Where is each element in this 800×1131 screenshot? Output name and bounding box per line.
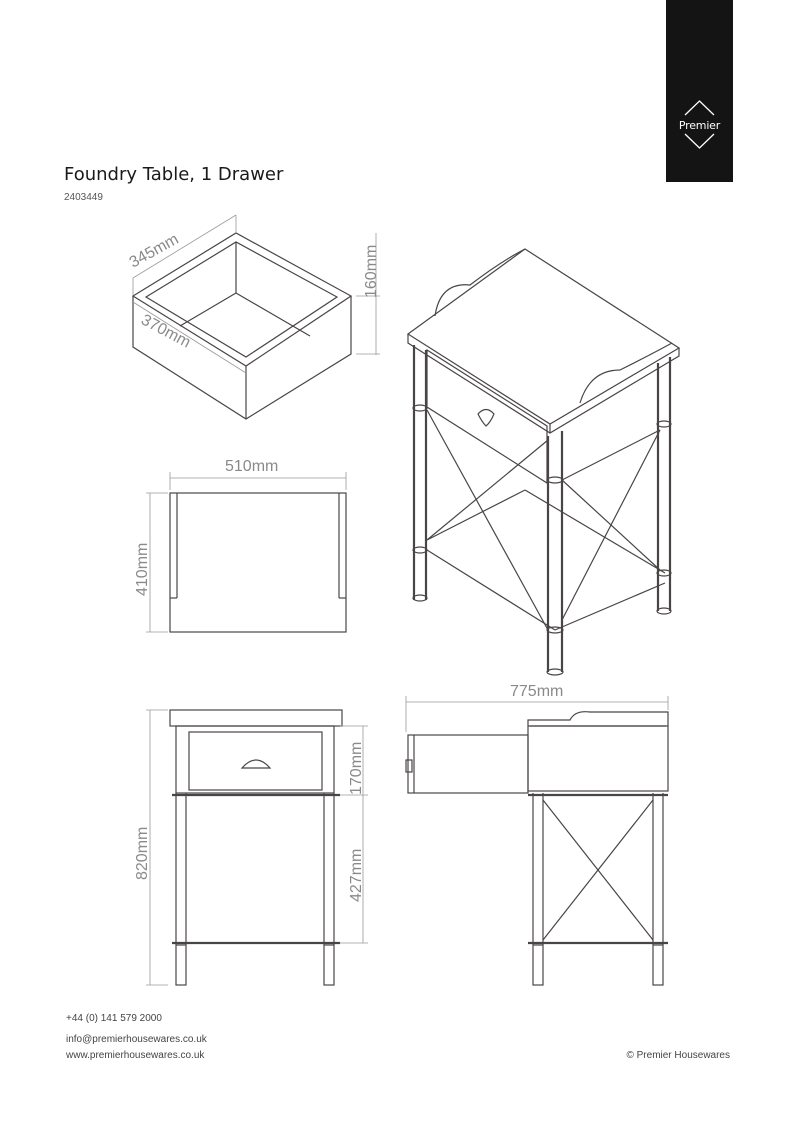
drawer-height-label: 160mm [363, 244, 380, 298]
table-isometric-drawing [408, 249, 679, 675]
top-depth-label: 410mm [134, 542, 151, 596]
drawer-depth-label: 370mm [138, 311, 194, 352]
table-top-view-drawing [146, 472, 346, 632]
depth-drawer-open-label: 775mm [510, 683, 564, 700]
drawer-width-label: 345mm [126, 230, 182, 272]
shelf-height-label: 427mm [348, 848, 365, 902]
footer-phone: +44 (0) 141 579 2000 [66, 1013, 162, 1024]
table-front-view-drawing [146, 710, 368, 985]
total-height-label: 820mm [134, 826, 151, 880]
table-side-view-drawing [406, 696, 668, 985]
page-title: Foundry Table, 1 Drawer [64, 164, 284, 185]
brand-name: Premier [678, 119, 721, 132]
footer-website[interactable]: www.premierhousewares.co.uk [66, 1050, 205, 1061]
top-width-label: 510mm [225, 458, 279, 475]
product-code: 2403449 [64, 192, 103, 203]
footer-email[interactable]: info@premierhousewares.co.uk [66, 1034, 207, 1045]
footer-copyright: © Premier Housewares [626, 1050, 730, 1061]
drawer-front-height-label: 170mm [348, 741, 365, 795]
